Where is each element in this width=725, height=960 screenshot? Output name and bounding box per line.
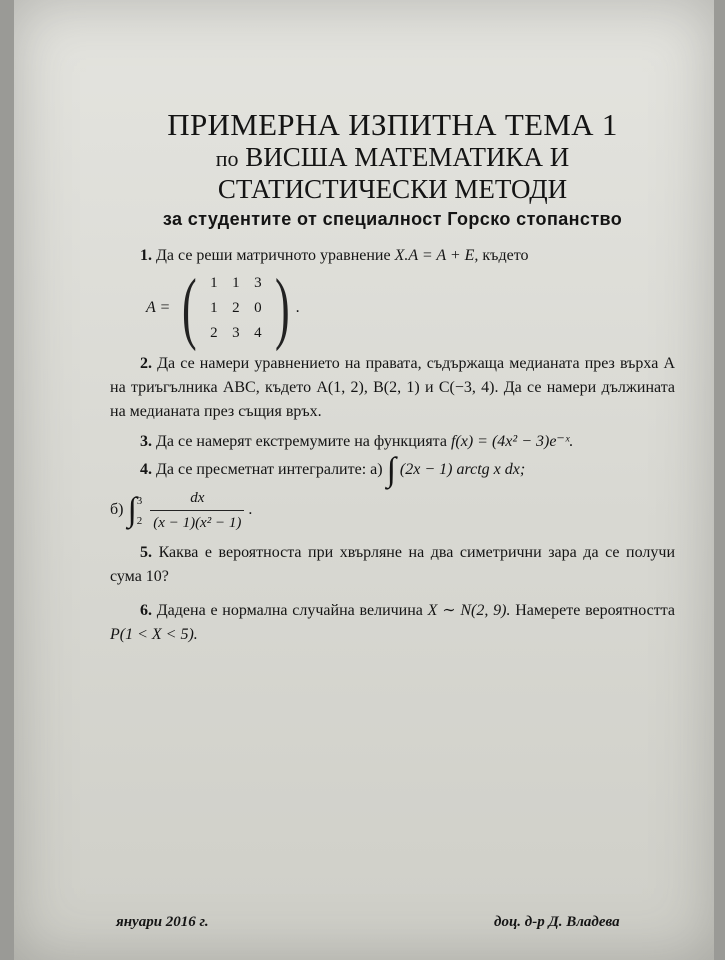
- footer-author: доц. д-р Д. Владева: [494, 914, 620, 930]
- problem-5: [110, 541, 675, 589]
- left-paren: (: [182, 264, 197, 352]
- problem-6-text-2: Намерете вероятността: [515, 602, 676, 619]
- title-line-3: СТАТИСТИЧЕСКИ МЕТОДИ: [217, 174, 568, 204]
- problem-2-text: Да се намери уравнението на правата, съдържаща медианата през върха A на триъгълника ABC, където A(1, 2), B(2, 1) и C(−3, 4). Да се намери дължината на медианата през същия връх.: [110, 355, 675, 420]
- problem-4-part-b: [110, 486, 675, 535]
- problem-4: [110, 451, 675, 489]
- problem-1-text: Да се реши матричното уравнение: [156, 247, 391, 264]
- problem-4-part-a-label: а): [370, 461, 383, 478]
- problem-6-formula-2: P(1 < X < 5).: [110, 626, 198, 643]
- problem-3-number: 3.: [140, 433, 152, 450]
- integral-sign-icon: ∫: [127, 491, 137, 529]
- matrix-grid: [203, 275, 269, 342]
- footer-date: януари 2016 г.: [116, 914, 209, 930]
- title-line-2-main: ВИСША МАТЕМАТИКА И: [245, 142, 570, 172]
- problem-1-equation: X.A = A + E,: [394, 247, 479, 264]
- problem-6-formula: X ∼ N(2, 9).: [427, 602, 511, 619]
- integral-fraction: [150, 486, 244, 535]
- problem-1-tail: където: [482, 247, 529, 264]
- problem-5-number: 5.: [140, 544, 152, 561]
- problem-2-number: 2.: [140, 355, 152, 372]
- matrix-cell: 4: [254, 324, 262, 341]
- matrix-cell: 0: [254, 299, 262, 316]
- title-line-1: ПРИМЕРНА ИЗПИТНА ТЕМА 1: [167, 107, 618, 142]
- problem-4-part-a: (2x − 1) arctg x dx;: [399, 461, 526, 478]
- problem-6-text: Дадена е нормална случайна величина: [156, 602, 423, 619]
- exam-content: [110, 108, 675, 647]
- integral-sign-icon: ∫: [386, 451, 396, 489]
- problem-1-matrix-line: [146, 264, 675, 352]
- matrix-cell: 1: [210, 299, 218, 316]
- exam-sheet: [14, 0, 714, 960]
- problem-4-part-b-label: б): [110, 501, 124, 519]
- matrix-label: A =: [146, 299, 171, 316]
- title-line-4: за студентите от специалност Горско стопанство: [162, 209, 623, 229]
- problem-6-number: 6.: [140, 602, 152, 619]
- problem-2: [110, 352, 675, 424]
- integral-upper-limit: 3: [136, 494, 143, 507]
- right-paren: ): [274, 264, 290, 352]
- integral-lower-limit: 2: [136, 514, 143, 527]
- problem-4-number: 4.: [140, 461, 152, 478]
- problem-3-formula: f(x) = (4x² − 3)e⁻ˣ.: [450, 433, 574, 450]
- title-line-2: [110, 142, 675, 174]
- matrix-cell: 3: [254, 274, 262, 291]
- fraction-denominator: (x − 1)(x² − 1): [153, 515, 242, 531]
- title-line-2-prefix: по: [215, 146, 239, 171]
- matrix-cell: 1: [210, 274, 218, 291]
- matrix-cell: 1: [232, 274, 240, 291]
- fraction-numerator: dx: [150, 486, 244, 511]
- integral-limits: [137, 491, 143, 531]
- matrix-a: [176, 264, 295, 352]
- matrix-cell: 2: [232, 299, 240, 316]
- matrix-end: .: [295, 299, 300, 316]
- problem-5-text: Каква е вероятноста при хвърляне на два симетрични зара да се получи сума 10?: [110, 544, 676, 585]
- problem-6: [110, 599, 675, 647]
- problem-1-number: 1.: [140, 247, 152, 264]
- matrix-cell: 3: [232, 324, 240, 341]
- problem-3-text: Да се намерят екстремумите на функцията: [156, 433, 447, 450]
- problem-4-text: Да се пресметнат интегралите:: [156, 461, 367, 478]
- matrix-cell: 2: [210, 324, 218, 341]
- problem-4-part-b-end: .: [248, 501, 253, 519]
